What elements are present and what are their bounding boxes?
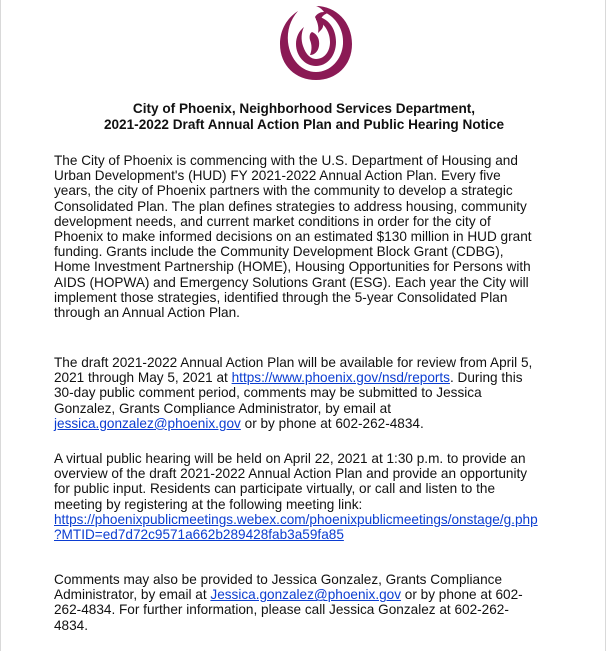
page-title xyxy=(1,101,606,133)
text-fragment: or by phone at 602- xyxy=(401,587,523,603)
text-line xyxy=(54,587,594,602)
text-line: Phoenix to make informed decisions on an estimated $130 million in HUD grant xyxy=(54,229,532,245)
hearing-paragraph xyxy=(54,451,594,542)
text-line: implement those strategies, identified through the 5-year Consolidated Plan xyxy=(54,289,508,305)
text-line: overview of the draft 2021-2022 Annual Action Plan and provide an opportunity xyxy=(54,466,528,482)
text-fragment: Administrator, by email at xyxy=(54,587,211,603)
text-line xyxy=(54,416,594,431)
text-line xyxy=(54,370,594,385)
text-line: AIDS (HOPWA) and Emergency Solutions Grant (ESG). Each year the City will xyxy=(54,274,529,290)
phoenix-bird-icon xyxy=(278,4,354,82)
text-line: A virtual public hearing will be held on April 22, 2021 at 1:30 p.m. to provide an xyxy=(54,451,526,466)
title-line-1: City of Phoenix, Neighborhood Services Department, xyxy=(132,101,476,116)
text-line: Comments may also be provided to Jessica Gonzalez, Grants Compliance xyxy=(54,572,503,587)
text-line xyxy=(54,527,594,542)
text-line: Home Investment Partnership (HOME), Housing Opportunities for Persons with xyxy=(54,259,531,275)
text-line: 30-day public comment period, comments may be submitted to Jessica xyxy=(54,385,482,401)
webex-link[interactable]: https://phoenixpublicmeetings.webex.com/phoenixpublicmeetings/onstage/g.php xyxy=(54,511,538,527)
text-line: years, the city of Phoenix partners with the community to develop a strategic xyxy=(54,183,513,199)
text-line: through an Annual Action Plan. xyxy=(54,305,240,321)
title-line-2: 2021-2022 Draft Annual Action Plan and Public Hearing Notice xyxy=(103,117,505,132)
text-fragment: or by phone at 602-262-4834. xyxy=(240,415,424,431)
email-link[interactable]: jessica.gonzalez@phoenix.gov xyxy=(54,415,241,431)
text-line: 262-4834. For further information, please call Jessica Gonzalez at 602-262- xyxy=(54,602,509,618)
review-paragraph xyxy=(54,355,594,431)
contact-paragraph xyxy=(54,572,594,633)
text-line xyxy=(54,512,594,527)
text-fragment: 2021 through May 5, 2021 at xyxy=(54,370,232,386)
reports-link[interactable]: https://www.phoenix.gov/nsd/reports xyxy=(231,370,450,386)
text-line: funding. Grants include the Community Development Block Grant (CDBG), xyxy=(54,244,504,260)
webex-link-continued[interactable]: ?MTID=ed7d72c9571a662b289428fab3a59fa85 xyxy=(54,527,344,543)
text-line: Gonzalez, Grants Compliance Administrator, by email at xyxy=(54,400,391,416)
text-line: Urban Development's (HUD) FY 2021-2022 Annual Action Plan. Every five xyxy=(54,168,501,184)
text-line: for public input. Residents can participate virtually, or call and listen to the xyxy=(54,481,496,497)
text-line: Consolidated Plan. The plan defines strategies to address housing, community xyxy=(54,198,527,214)
email-link[interactable]: Jessica.gonzalez@phoenix.gov xyxy=(210,587,402,603)
text-line: The City of Phoenix is commencing with the U.S. Department of Housing and xyxy=(54,153,518,168)
text-fragment: . During this xyxy=(449,370,523,386)
text-line: development needs, and current market conditions in order for the city of xyxy=(54,213,491,229)
intro-paragraph xyxy=(54,153,594,320)
text-line: 4834. xyxy=(54,617,89,633)
text-line: meeting by registering at the following meeting link: xyxy=(54,496,363,512)
text-line: The draft 2021-2022 Annual Action Plan will be available for review from April 5, xyxy=(54,355,533,370)
